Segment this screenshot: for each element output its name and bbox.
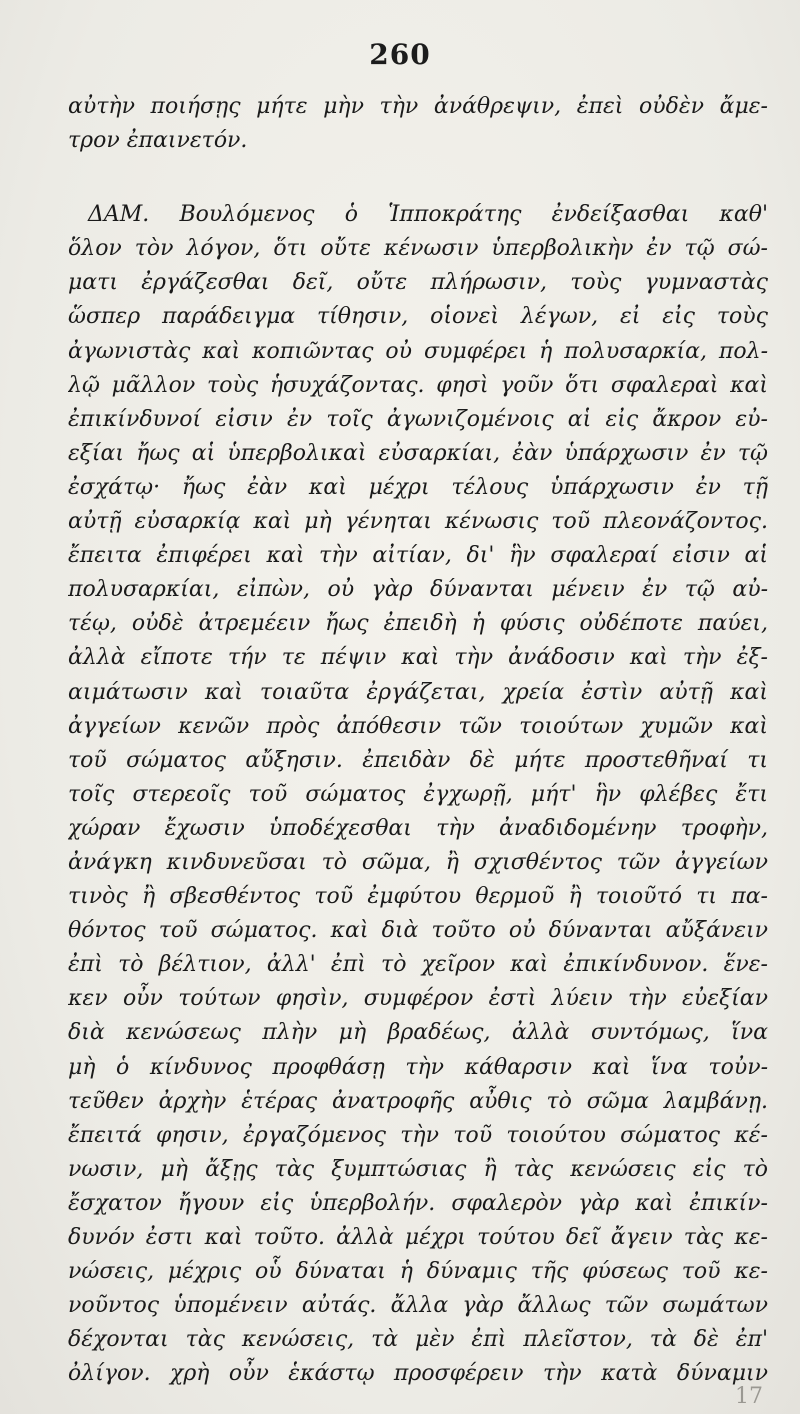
text-line: ἐπικίνδυνοί εἰσιν ἐν τοῖς ἀγωνιζομένοις αἱ εἰς ἄκρον εὐ- bbox=[68, 406, 768, 432]
text-line: χώραν ἔχωσιν ὑποδέχεσθαι τὴν ἀναδιδομένην τροφὴν, bbox=[68, 815, 768, 841]
text-line: αὐτῇ εὐσαρκίᾳ καὶ μὴ γένηται κένωσις τοῦ πλεονάζοντος. bbox=[68, 509, 768, 535]
text-line: διὰ κενώσεως πλὴν μὴ βραδέως, ἀλλὰ συντόμως, ἵνα bbox=[68, 1020, 768, 1046]
text-line: ὥσπερ παράδειγμα τίθησιν, οἱονεὶ λέγων, εἰ εἰς τοὺς bbox=[68, 304, 768, 330]
text-line: τεῦθεν ἀρχὴν ἑτέρας ἀνατροφῆς αὖθις τὸ σῶμα λαμβάνῃ. bbox=[68, 1088, 768, 1114]
text-line: μὴ ὁ κίνδυνος προφθάσῃ τὴν κάθαρσιν καὶ ἵνα τοὐν- bbox=[68, 1054, 768, 1080]
text-line: νώσεις, μέχρις οὗ δύναται ἡ δύναμις τῆς φύσεως τοῦ κε- bbox=[68, 1259, 768, 1285]
text-body bbox=[68, 90, 768, 1391]
text-line: θόντος τοῦ σώματος. καὶ διὰ τοῦτο οὐ δύνανται αὔξάνειν bbox=[68, 918, 768, 944]
paragraph-gap bbox=[68, 158, 768, 198]
text-line: ἔπειτά φησιν, ἐργαζόμενος τὴν τοῦ τοιούτου σώματος κέ- bbox=[68, 1122, 768, 1148]
text-line: ματι ἐργάζεσθαι δεῖ, οὔτε πλήρωσιν, τοὺς γυμναστὰς bbox=[68, 270, 768, 296]
text-line: εξίαι ἤως αἱ ὑπερβολικαὶ εὐσαρκίαι, ἐὰν ὑπάρχωσιν ἐν τῷ bbox=[68, 440, 768, 466]
signature-mark: 17 bbox=[735, 1384, 763, 1409]
text-line: τοῦ σώματος αὔξησιν. ἐπειδὰν δὲ μήτε προστεθῆναί τι bbox=[68, 747, 768, 773]
page-number: 260 bbox=[369, 38, 431, 71]
text-line: ἀλλὰ εἴποτε τήν τε πέψιν καὶ τὴν ἀνάδοσιν καὶ τὴν ἐξ- bbox=[68, 645, 768, 671]
text-line: ὀλίγον. χρὴ οὖν ἑκάστῳ προσφέρειν τὴν κατὰ δύναμιν bbox=[68, 1361, 768, 1387]
text-line: ἀγωνιστὰς καὶ κοπιῶντας οὐ συμφέρει ἡ πολυσαρκία, πολ- bbox=[68, 338, 768, 364]
text-line: ἀγγείων κενῶν πρὸς ἀπόθεσιν τῶν τοιούτων χυμῶν καὶ bbox=[68, 713, 768, 739]
text-line-speaker: ΔΑΜ. Βουλόμενος ὁ Ἱπποκράτης ἐνδείξασθαι καθ' bbox=[88, 202, 768, 228]
paragraph-commentary bbox=[68, 198, 768, 1391]
text-line: τρον ἐπαινετόν. bbox=[68, 128, 248, 154]
text-line: τινὸς ἢ σβεσθέντος τοῦ ἐμφύτου θερμοῦ ἢ τοιοῦτό τι πα- bbox=[68, 884, 768, 910]
text-line: ὅλον τὸν λόγον, ὅτι οὔτε κένωσιν ὑπερβολικὴν ἐν τῷ σώ- bbox=[68, 236, 768, 262]
text-line: ἐσχάτῳ· ἤως ἐὰν καὶ μέχρι τέλους ὑπάρχωσιν ἐν τῇ bbox=[68, 474, 768, 500]
text-line: ἔσχατον ἤγουν εἰς ὑπερβολήν. σφαλερὸν γὰρ καὶ ἐπικίν- bbox=[68, 1190, 768, 1216]
text-line: λῷ μᾶλλον τοὺς ἡσυχάζοντας. φησὶ γοῦν ὅτι σφαλεραὶ καὶ bbox=[68, 372, 768, 398]
text-line: δυνόν ἐστι καὶ τοῦτο. ἀλλὰ μέχρι τούτου δεῖ ἄγειν τὰς κε- bbox=[68, 1225, 768, 1250]
text-line: ἀνάγκη κινδυνεῦσαι τὸ σῶμα, ἢ σχισθέντος τῶν ἀγγείων bbox=[68, 849, 768, 875]
text-line: αιμάτωσιν καὶ τοιαῦτα ἐργάζεται, χρεία ἐστὶν αὐτῇ καὶ bbox=[68, 679, 768, 705]
text-line: νοῦντος ὑπομένειν αὐτάς. ἄλλα γὰρ ἄλλως τῶν σωμάτων bbox=[68, 1293, 768, 1319]
text-line: νωσιν, μὴ ἄξῃς τὰς ξυμπτώσιας ἢ τὰς κενώσεις εἰς τὸ bbox=[68, 1156, 768, 1182]
text-line: κεν οὖν τούτων φησὶν, συμφέρον ἐστὶ λύειν τὴν εὐεξίαν bbox=[68, 986, 768, 1012]
text-line: ἐπὶ τὸ βέλτιον, ἀλλ' ἐπὶ τὸ χεῖρον καὶ ἐπικίνδυνον. ἕνε- bbox=[68, 952, 768, 978]
paragraph-continuation bbox=[68, 90, 768, 158]
text-line: ἔπειτα ἐπιφέρει καὶ τὴν αἰτίαν, δι' ἣν σφαλεραί εἰσιν αἱ bbox=[68, 543, 768, 569]
text-line: αὐτὴν ποιήσῃς μήτε μὴν τὴν ἀνάθρεψιν, ἐπεὶ οὐδὲν ἄμε- bbox=[68, 94, 768, 119]
text-line: δέχονται τὰς κενώσεις, τὰ μὲν ἐπὶ πλεῖστον, τὰ δὲ ἐπ' bbox=[68, 1327, 768, 1353]
text-line: τέῳ, οὐδὲ ἀτρεμέειν ἤως ἐπειδὴ ἡ φύσις οὐδέποτε παύει, bbox=[68, 611, 768, 637]
text-line: τοῖς στερεοῖς τοῦ σώματος ἐγχωρῇ, μήτ' ἣν φλέβες ἔτι bbox=[68, 781, 768, 807]
text-line: πολυσαρκίαι, εἰπὼν, οὐ γὰρ δύνανται μένειν ἐν τῷ αὐ- bbox=[68, 577, 768, 603]
